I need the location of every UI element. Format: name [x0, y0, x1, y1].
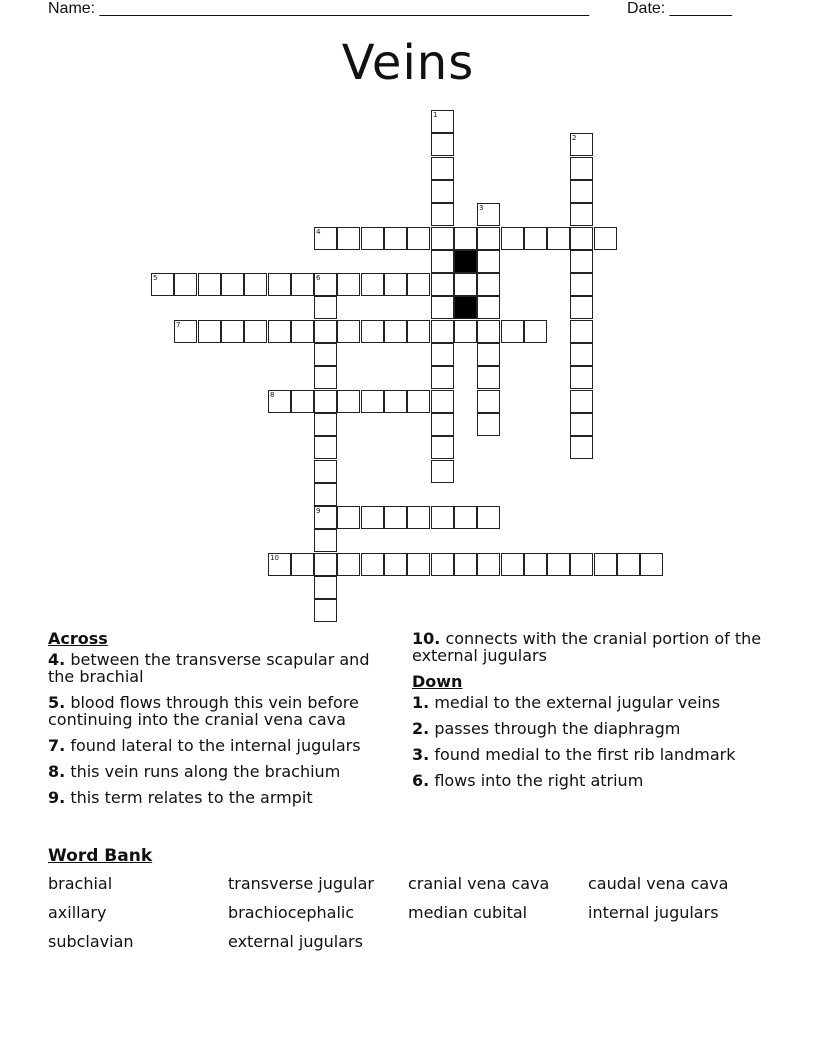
crossword-cell[interactable] — [547, 553, 570, 576]
clue-text: this term relates to the armpit — [70, 788, 313, 807]
crossword-cell[interactable] — [477, 273, 500, 296]
crossword-cell[interactable] — [337, 273, 360, 296]
crossword-cell[interactable] — [291, 273, 314, 296]
word-bank-item: subclavian — [48, 932, 134, 951]
crossword-cell[interactable] — [384, 227, 407, 250]
crossword-cell[interactable] — [337, 553, 360, 576]
crossword-cell[interactable] — [431, 203, 454, 226]
word-bank-item: cranial vena cava — [408, 874, 550, 893]
clue-number-label: 2 — [572, 134, 577, 142]
crossword-cell[interactable] — [570, 133, 593, 156]
crossword-black-cell — [454, 250, 477, 273]
crossword-cell[interactable] — [570, 436, 593, 459]
word-bank-item: brachiocephalic — [228, 903, 355, 922]
crossword-cell[interactable] — [198, 320, 221, 343]
crossword-cell[interactable] — [407, 320, 430, 343]
clue-text: found medial to the first rib landmark — [434, 745, 736, 764]
crossword-cell[interactable] — [547, 227, 570, 250]
crossword-cell[interactable] — [314, 366, 337, 389]
across-heading: Across — [48, 629, 108, 648]
crossword-cell[interactable] — [314, 460, 337, 483]
crossword-cell[interactable] — [407, 506, 430, 529]
word-bank-item: median cubital — [408, 903, 528, 922]
crossword-cell[interactable] — [384, 553, 407, 576]
clue-number: 2 — [412, 719, 424, 738]
crossword-cell[interactable] — [570, 366, 593, 389]
crossword-cell[interactable] — [244, 320, 267, 343]
clue-number: 4 — [48, 650, 60, 669]
crossword-cell[interactable] — [477, 366, 500, 389]
crossword-cell[interactable] — [337, 506, 360, 529]
crossword-cell[interactable] — [594, 553, 617, 576]
word-bank-item: brachial — [48, 874, 113, 893]
word-bank-item: internal jugulars — [588, 903, 719, 922]
crossword-cell[interactable] — [291, 320, 314, 343]
crossword-cell[interactable] — [431, 296, 454, 319]
clue-number: 6 — [412, 771, 424, 790]
crossword-cell[interactable] — [314, 599, 337, 622]
crossword-cell[interactable] — [314, 529, 337, 552]
down-clue: 3. found medial to the first rib landmark — [412, 745, 736, 764]
across-clue: 4. between the transverse scapular and the brachial — [48, 650, 370, 686]
across-clue: 9. this term relates to the armpit — [48, 788, 313, 807]
crossword-cell[interactable] — [524, 320, 547, 343]
crossword-cell[interactable] — [477, 343, 500, 366]
crossword-cell[interactable] — [477, 227, 500, 250]
crossword-cell[interactable] — [314, 320, 337, 343]
crossword-cell[interactable] — [174, 273, 197, 296]
clues-left-column — [48, 630, 388, 815]
page-title: Veins — [341, 35, 475, 91]
crossword-cell[interactable] — [361, 320, 384, 343]
clue-text: between the transverse scapular and the brachial — [48, 650, 370, 686]
crossword-cell[interactable] — [361, 273, 384, 296]
clue-text: this vein runs along the brachium — [70, 762, 341, 781]
crossword-cell[interactable] — [431, 343, 454, 366]
crossword-cell[interactable] — [361, 506, 384, 529]
clue-number: 8 — [48, 762, 60, 781]
clue-number-label: 8 — [270, 391, 275, 399]
crossword-cell[interactable] — [431, 133, 454, 156]
crossword-cell[interactable] — [570, 180, 593, 203]
crossword-cell[interactable] — [431, 413, 454, 436]
crossword-cell[interactable] — [314, 576, 337, 599]
crossword-cell[interactable] — [570, 250, 593, 273]
word-bank-item: transverse jugular — [228, 874, 374, 893]
crossword-cell[interactable] — [454, 227, 477, 250]
word-bank-item: caudal vena cava — [588, 874, 729, 893]
crossword-cell[interactable] — [314, 343, 337, 366]
clue-text: passes through the diaphragm — [434, 719, 681, 738]
crossword-black-cell — [454, 296, 477, 319]
crossword-cell[interactable] — [384, 390, 407, 413]
crossword-cell[interactable] — [431, 506, 454, 529]
crossword-cell[interactable] — [454, 320, 477, 343]
across-clue: 5. blood flows through this vein before continuing into the cranial vena cava — [48, 693, 359, 729]
crossword-cell[interactable] — [477, 203, 500, 226]
crossword-cell[interactable] — [570, 553, 593, 576]
crossword-cell[interactable] — [384, 273, 407, 296]
crossword-cell[interactable] — [361, 227, 384, 250]
crossword-cell[interactable] — [151, 273, 174, 296]
crossword-cell[interactable] — [431, 460, 454, 483]
crossword-cell[interactable] — [617, 553, 640, 576]
clue-number: 9 — [48, 788, 60, 807]
crossword-cell[interactable] — [314, 483, 337, 506]
crossword-cell[interactable] — [174, 320, 197, 343]
crossword-cell[interactable] — [477, 250, 500, 273]
crossword-cell[interactable] — [431, 390, 454, 413]
crossword-cell[interactable] — [431, 157, 454, 180]
crossword-cell[interactable] — [431, 250, 454, 273]
crossword-cell[interactable] — [407, 273, 430, 296]
crossword-cell[interactable] — [477, 390, 500, 413]
down-heading: Down — [412, 672, 463, 691]
crossword-cell[interactable] — [314, 506, 337, 529]
crossword-cell[interactable] — [384, 320, 407, 343]
clue-number-label: 5 — [153, 274, 158, 282]
clue-text: found lateral to the internal jugulars — [70, 736, 361, 755]
clue-text: medial to the external jugular veins — [434, 693, 721, 712]
crossword-cell[interactable] — [594, 227, 617, 250]
word-bank-item: external jugulars — [228, 932, 363, 951]
crossword-cell[interactable] — [314, 390, 337, 413]
clue-number-label: 6 — [316, 274, 321, 282]
clue-text: flows into the right atrium — [434, 771, 644, 790]
crossword-cell[interactable] — [407, 390, 430, 413]
crossword-cell[interactable] — [384, 506, 407, 529]
clue-number: 3 — [412, 745, 424, 764]
crossword-cell[interactable] — [431, 366, 454, 389]
clue-number-label: 3 — [479, 204, 484, 212]
crossword-cell[interactable] — [431, 553, 454, 576]
clue-number: 7 — [48, 736, 60, 755]
clue-number-label: 10 — [270, 554, 279, 562]
crossword-cell[interactable] — [501, 320, 524, 343]
crossword-cell[interactable] — [640, 553, 663, 576]
crossword-cell[interactable] — [314, 553, 337, 576]
crossword-cell[interactable] — [501, 227, 524, 250]
crossword-cell[interactable] — [477, 553, 500, 576]
crossword-cell[interactable] — [431, 436, 454, 459]
crossword-cell[interactable] — [431, 227, 454, 250]
crossword-cell[interactable] — [570, 390, 593, 413]
crossword-cell[interactable] — [407, 553, 430, 576]
crossword-cell[interactable] — [268, 320, 291, 343]
crossword-cell[interactable] — [570, 203, 593, 226]
crossword-cell[interactable] — [198, 273, 221, 296]
crossword-cell[interactable] — [431, 180, 454, 203]
word-bank-heading: Word Bank — [48, 846, 153, 866]
across-clue: 8. this vein runs along the brachium — [48, 762, 341, 781]
clue-number: 10 — [412, 629, 435, 648]
crossword-cell[interactable] — [570, 320, 593, 343]
crossword-cell[interactable] — [407, 227, 430, 250]
clue-number-label: 1 — [433, 111, 438, 119]
crossword-cell[interactable] — [454, 553, 477, 576]
date-field-label: Date: _______ — [627, 0, 732, 17]
crossword-cell[interactable] — [361, 553, 384, 576]
crossword-cell[interactable] — [454, 273, 477, 296]
crossword-cell[interactable] — [291, 553, 314, 576]
crossword-cell[interactable] — [291, 390, 314, 413]
crossword-cell[interactable] — [268, 553, 291, 576]
clue-number-label: 9 — [316, 507, 321, 515]
crossword-cell[interactable] — [337, 227, 360, 250]
crossword-cell[interactable] — [524, 553, 547, 576]
clue-number-label: 7 — [176, 321, 181, 329]
name-field-label: Name: _______________________________________________________ — [48, 0, 589, 17]
crossword-cell[interactable] — [570, 343, 593, 366]
crossword-cell[interactable] — [314, 296, 337, 319]
crossword-cell[interactable] — [268, 273, 291, 296]
clue-number-label: 4 — [316, 228, 321, 236]
word-bank-item: axillary — [48, 903, 107, 922]
crossword-cell[interactable] — [477, 413, 500, 436]
crossword-cell[interactable] — [314, 436, 337, 459]
across-clue: 7. found lateral to the internal jugulars — [48, 736, 361, 755]
crossword-cell[interactable] — [431, 110, 454, 133]
crossword-cell[interactable] — [524, 227, 547, 250]
down-clue: 1. medial to the external jugular veins — [412, 693, 721, 712]
crossword-cell[interactable] — [570, 296, 593, 319]
crossword-cell[interactable] — [477, 320, 500, 343]
clue-number: 1 — [412, 693, 424, 712]
word-bank — [48, 874, 768, 951]
crossword-cell[interactable] — [570, 273, 593, 296]
clue-text: blood flows through this vein before continuing into the cranial vena cava — [48, 693, 359, 729]
crossword-cell[interactable] — [314, 413, 337, 436]
clue-text: connects with the cranial portion of the external jugulars — [412, 629, 762, 665]
crossword-cell[interactable] — [337, 390, 360, 413]
crossword-cell[interactable] — [314, 273, 337, 296]
crossword-cell[interactable] — [570, 227, 593, 250]
crossword-cell[interactable] — [454, 506, 477, 529]
crossword-cell[interactable] — [570, 157, 593, 180]
crossword-cell[interactable] — [570, 413, 593, 436]
crossword-cell[interactable] — [431, 320, 454, 343]
clues-right-column — [412, 630, 762, 798]
crossword-cell[interactable] — [314, 227, 337, 250]
crossword-cell[interactable] — [477, 296, 500, 319]
crossword-cell[interactable] — [431, 273, 454, 296]
crossword-cell[interactable] — [477, 506, 500, 529]
crossword-cell[interactable] — [244, 273, 267, 296]
clue-number: 5 — [48, 693, 60, 712]
crossword-cell[interactable] — [221, 273, 244, 296]
down-clue: 2. passes through the diaphragm — [412, 719, 681, 738]
down-clue: 6. flows into the right atrium — [412, 771, 644, 790]
crossword-cell[interactable] — [337, 320, 360, 343]
crossword-cell[interactable] — [268, 390, 291, 413]
crossword-cell[interactable] — [501, 553, 524, 576]
crossword-cell[interactable] — [221, 320, 244, 343]
across-clue: 10. connects with the cranial portion of the external jugulars — [412, 629, 762, 665]
crossword-cell[interactable] — [361, 390, 384, 413]
